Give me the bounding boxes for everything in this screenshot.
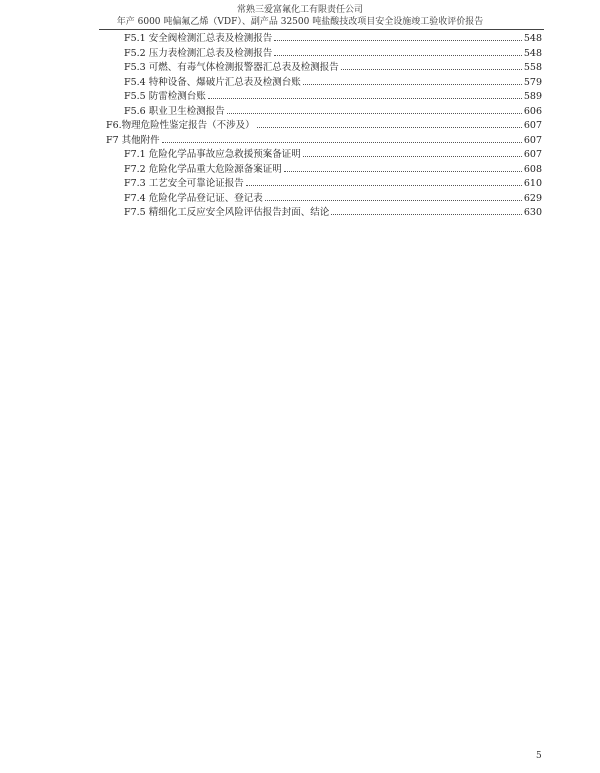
toc-entry[interactable] (106, 134, 542, 147)
toc-entry-page: 579 (523, 76, 542, 88)
toc-entry-label: F5.5 防雷检测台账 (124, 91, 206, 102)
toc-entry[interactable] (124, 206, 542, 219)
toc-dot-leader (257, 126, 522, 128)
toc-entry-label: F7.1 危险化学品事故应急救援预案备证明 (124, 149, 301, 160)
toc-entry[interactable] (124, 61, 542, 74)
toc-entry-label: F7.3 工艺安全可靠论证报告 (124, 178, 244, 189)
toc-entry-label: F6.物理危险性鉴定报告（不涉及） (106, 120, 255, 131)
toc-entry[interactable] (124, 47, 542, 60)
toc-entry-page: 607 (523, 134, 542, 146)
toc-entry-label: F5.2 压力表检测汇总表及检测报告 (124, 47, 273, 59)
toc-dot-leader (265, 199, 522, 201)
toc-entry-page: 607 (523, 149, 542, 160)
toc-dot-leader (331, 213, 522, 215)
toc-entry-label: F7.5 精细化工反应安全风险评估报告封面、结论 (124, 207, 330, 218)
page-number: 5 (536, 751, 542, 761)
toc-dot-leader (227, 112, 522, 114)
toc-dot-leader (341, 68, 522, 70)
toc-entry-label: F5.6 职业卫生检测报告 (124, 105, 225, 117)
toc-dot-leader (162, 141, 522, 143)
toc-dot-leader (274, 54, 522, 56)
toc-dot-leader (303, 155, 522, 157)
toc-entry-page: 589 (523, 91, 542, 102)
toc-entry-page: 607 (523, 120, 542, 131)
toc-entry[interactable] (124, 192, 542, 205)
report-title: 年产 6000 吨偏氟乙烯（VDF）、副产品 32500 吨盐酸技改项目安全设施竣工验收评价报告 (116, 17, 484, 27)
toc-dot-leader (208, 97, 522, 99)
company-name: 常熟三爱富氟化工有限责任公司 (236, 5, 363, 15)
toc-dot-leader (284, 170, 522, 172)
toc-entry[interactable] (106, 119, 542, 132)
toc-entry[interactable] (124, 105, 542, 118)
toc-entry-page: 610 (523, 178, 542, 189)
toc-entry[interactable] (124, 148, 542, 161)
toc-dot-leader (303, 83, 522, 85)
toc-entry-label: F7.2 危险化学品重大危险源备案证明 (124, 163, 282, 175)
toc-entry-label: F5.3 可燃、有毒气体检测报警器汇总表及检测报告 (124, 62, 339, 73)
toc-entry-page: 548 (523, 33, 542, 44)
toc-entry-page: 629 (523, 192, 542, 204)
toc-entry-label: F5.4 特种设备、爆破片汇总表及检测台账 (124, 76, 301, 88)
toc-entry-page: 608 (523, 163, 542, 175)
toc-entry[interactable] (124, 76, 542, 89)
toc-entry-page: 558 (523, 62, 542, 73)
toc-entry[interactable] (124, 90, 542, 103)
toc-entry-page: 630 (523, 207, 542, 218)
toc-entry-label: F7.4 危险化学品登记证、登记表 (124, 192, 263, 204)
page-header (0, 4, 600, 28)
toc-entry-label: F7 其他附件 (106, 134, 160, 146)
toc-entry-label: F5.1 安全阀检测汇总表及检测报告 (124, 33, 273, 44)
toc-entry-page: 606 (523, 105, 542, 117)
toc-entry[interactable] (124, 163, 542, 176)
toc-entry-page: 548 (523, 47, 542, 59)
toc-entry[interactable] (124, 32, 542, 45)
toc-dot-leader (246, 184, 522, 186)
toc-dot-leader (274, 39, 522, 41)
header-divider (99, 29, 544, 30)
toc-entry[interactable] (124, 177, 542, 190)
